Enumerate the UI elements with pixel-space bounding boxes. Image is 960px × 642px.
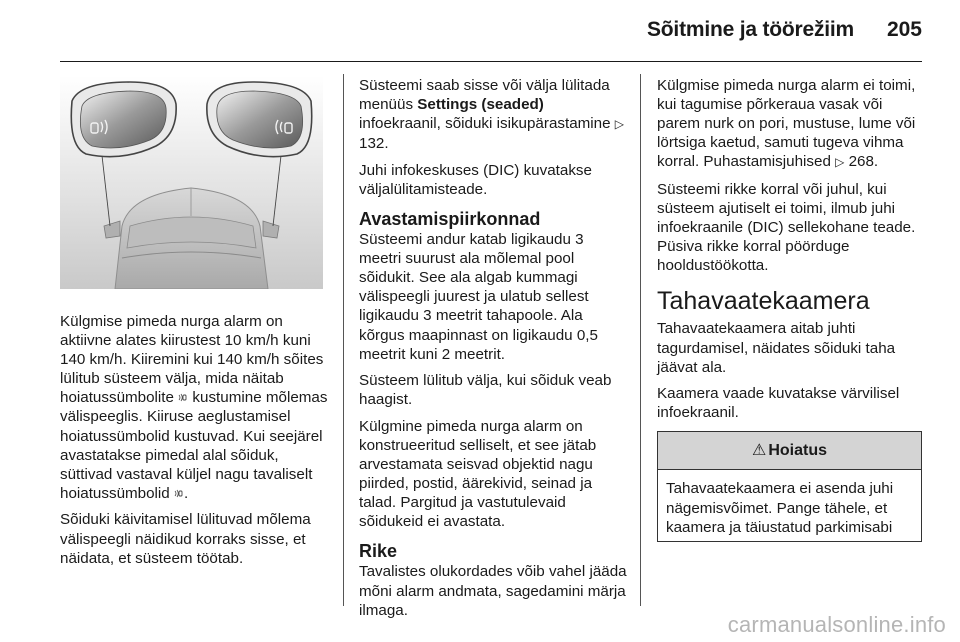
- paragraph: Süsteemi rikke korral või juhul, kui süsteem ajutiselt ei toimi, ilmub juhi infoekraanile (DIC) sellekohane teade. Püsiva rikke korral pöörduge hooldustöökotta.: [657, 180, 916, 275]
- paragraph: Külgmise pimeda nurga alarm ei toimi, kui tagumise põrkeraua vasak või parem nurk on pori, mustuse, lume või lörtsiga kaetud, samuti tugeva vihma korral. Puhastamisjuhised ▷ 268.: [657, 77, 916, 171]
- section-title: Sõitmine ja töörežiim: [647, 18, 854, 41]
- paragraph: Kaamera vaade kuvatakse värvilisel infoekraanil.: [657, 385, 900, 422]
- warning-triangle-icon: ⚠: [751, 442, 767, 460]
- blind-spot-warning-icon: [174, 489, 184, 498]
- page-reference-icon: ▷: [614, 117, 625, 132]
- warning-box: [657, 431, 922, 542]
- warning-title: Hoiatus: [768, 442, 827, 460]
- column-3: [657, 76, 922, 542]
- menu-name: Settings (seaded): [417, 96, 544, 114]
- paragraph: Sõiduki käivitamisel lülituvad mõlema välispeegli näidikud korraks sisse, et näidata, et süsteem töötab.: [60, 511, 311, 567]
- subheading: Avastamispiirkonnad: [359, 209, 541, 230]
- page-reference-icon: ▷: [835, 155, 845, 170]
- page-number: 205: [886, 18, 922, 41]
- column-divider: [640, 74, 641, 606]
- paragraph: Tahavaatekaamera aitab juhti tagurdamisel, näidates sõiduki taha jäävat ala.: [657, 320, 896, 376]
- blind-spot-warning-icon: [178, 393, 188, 402]
- column-divider: [343, 74, 344, 606]
- paragraph: Juhi infokeskuses (DIC) kuvatakse väljalülitamisteade.: [359, 161, 592, 198]
- page-reference[interactable]: 132.: [359, 135, 389, 153]
- mirror-illustration: [60, 76, 323, 289]
- column-1: [60, 76, 332, 575]
- paragraph: Süsteem lülitub välja, kui sõiduk veab haagist.: [359, 372, 612, 409]
- column-2: [359, 76, 627, 627]
- header-rule: [60, 61, 922, 62]
- paragraph: Süsteemi andur katab ligikaudu 3 meetri suurust ala mõlemal pool sõidukit. See ala algab kummagi välispeegli juurest ja ulatub sellest ligikaudu 3 meetrit tahapoole. Ala kõrgus maapinnast on ligikaudu 0,5 meetrit kuni 2 meetrit.: [359, 231, 598, 363]
- paragraph: Tavalistes olukordades võib vahel jääda mõni alarm andmata, sagedamini märja ilmaga.: [359, 563, 627, 619]
- section-heading: Tahavaatekaamera: [657, 287, 870, 316]
- watermark: carmanualsonline.info: [727, 612, 946, 637]
- warning-header: [658, 432, 921, 470]
- paragraph: Süsteemi saab sisse või välja lülitada menüüs Settings (seaded) infoekraanil, sõiduki isikupärastamine ▷ 132.: [359, 77, 625, 153]
- subheading: Rike: [359, 541, 398, 562]
- page-reference[interactable]: 268.: [848, 153, 879, 171]
- paragraph: Külgmine pimeda nurga alarm on konstrueeritud selliselt, et see jätab arvestamata seisvad objektid nagu piirded, postid, äärekivid, seinad ja talad. Pargitud ja vastutulevaid sõidukeid ei avastata.: [359, 417, 597, 531]
- paragraph: Külgmise pimeda nurga alarm on aktiivne alates kiirustest 10 km/h kuni 140 km/h. Kiiremini kui 140 km/h sõites lülitub süsteem välja, mida näitab hoiatussümbolite kustumine mõlemas välispeeglis. Kiiruse aeglustamisel hoiatussümbolid kustuvad. Kui seejärel avastatakse pimedal alal sõiduk, süttivad vastaval küljel nagu tavaliselt hoiatussümbolid .: [60, 313, 328, 502]
- page-header: [0, 0, 960, 64]
- warning-body: Tahavaatekaamera ei asenda juhi nägemisvõimet. Pange tähele, et kaamera ja täiustatud parkimisabi: [666, 480, 894, 536]
